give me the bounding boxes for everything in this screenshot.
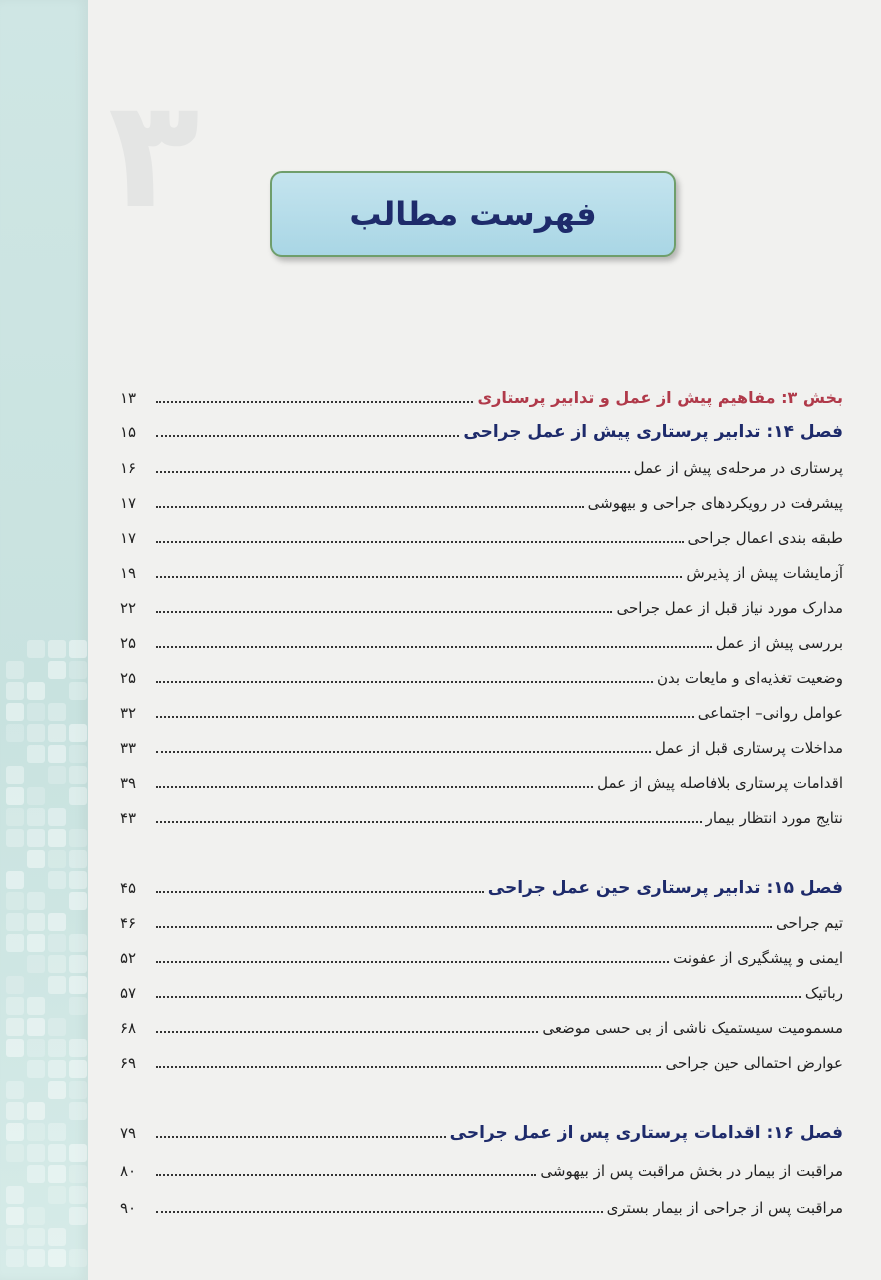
decorative-square <box>48 829 66 847</box>
dot-leader <box>156 576 682 578</box>
toc-item-row[interactable] <box>120 1188 843 1218</box>
dot-leader <box>156 1174 536 1176</box>
toc-section-row[interactable] <box>120 378 843 408</box>
decorative-square <box>48 1165 66 1183</box>
decorative-square <box>6 1249 24 1267</box>
toc-chapter-row[interactable] <box>120 1113 843 1143</box>
decorative-square <box>6 976 24 994</box>
decorative-square <box>69 724 87 742</box>
toc-item-row[interactable] <box>120 518 843 548</box>
decorative-square <box>69 1039 87 1057</box>
decorative-square <box>48 1249 66 1267</box>
decorative-square <box>6 829 24 847</box>
toc-page-number: ۳۳ <box>120 739 137 757</box>
decorative-square <box>6 808 24 826</box>
page-title: فهرست مطالب <box>349 195 597 233</box>
decorative-square <box>48 724 66 742</box>
toc-page-number: ۲۵ <box>120 669 137 687</box>
toc-page-number: ۹۰ <box>120 1199 137 1217</box>
decorative-square <box>69 955 87 973</box>
decorative-square <box>69 640 87 658</box>
decorative-square <box>27 913 45 931</box>
dot-leader <box>156 506 584 508</box>
toc-item-row[interactable] <box>120 728 843 758</box>
decorative-square <box>48 871 66 889</box>
decorative-square <box>48 934 66 952</box>
toc-item-row[interactable] <box>120 798 843 828</box>
decorative-square <box>6 1039 24 1057</box>
toc-page-number: ۵۲ <box>120 949 137 967</box>
decorative-square <box>27 1144 45 1162</box>
dot-leader <box>156 401 473 403</box>
toc-item-row[interactable] <box>120 623 843 653</box>
decorative-square <box>27 724 45 742</box>
decorative-square <box>6 1144 24 1162</box>
dot-leader <box>156 996 801 998</box>
decorative-square <box>48 640 66 658</box>
toc-entry-text: وضعیت تغذیه‌ای و مایعات بدن <box>657 669 843 687</box>
dot-leader <box>156 821 702 823</box>
dot-leader <box>156 1031 538 1033</box>
decorative-square <box>69 892 87 910</box>
decorative-square <box>6 724 24 742</box>
toc-entry-text: طبقه بندی اعمال جراحی <box>687 529 843 547</box>
toc-entry-text: مدارک مورد نیاز قبل از عمل جراحی <box>616 599 843 617</box>
decorative-square <box>69 1144 87 1162</box>
decorative-square <box>27 934 45 952</box>
toc-entry-text: پیشرفت در رویکردهای جراحی و بیهوشی <box>587 494 843 512</box>
decorative-square <box>48 745 66 763</box>
decorative-square <box>6 682 24 700</box>
toc-entry-text: بخش ۳: مفاهیم پیش از عمل و تدابیر پرستاری <box>477 388 843 407</box>
toc-page-number: ۸۰ <box>120 1162 137 1180</box>
decorative-square <box>69 1249 87 1267</box>
decorative-square <box>27 787 45 805</box>
toc-entry-text: پرستاری در مرحله‌ی پیش از عمل <box>633 459 843 477</box>
decorative-square <box>69 1102 87 1120</box>
toc-item-row[interactable] <box>120 588 843 618</box>
toc-page-number: ۱۳ <box>120 389 137 407</box>
decorative-square <box>6 871 24 889</box>
toc-item-row[interactable] <box>120 938 843 968</box>
decorative-square <box>27 1123 45 1141</box>
decorative-square <box>27 955 45 973</box>
decorative-square <box>27 640 45 658</box>
title-box <box>270 171 676 257</box>
toc-entry-text: ایمنی و پیشگیری از عفونت <box>673 949 843 967</box>
decorative-square <box>69 1060 87 1078</box>
decorative-square <box>48 1228 66 1246</box>
dot-leader <box>156 681 653 683</box>
toc-page-number: ۵۷ <box>120 984 137 1002</box>
toc-entry-text: مراقبت پس از جراحی از بیمار بستری <box>606 1199 843 1217</box>
decorative-square <box>27 703 45 721</box>
decorative-square <box>27 1039 45 1057</box>
decorative-square <box>6 1102 24 1120</box>
decorative-square <box>69 766 87 784</box>
decorative-square <box>6 1228 24 1246</box>
toc-page-number: ۲۵ <box>120 634 137 652</box>
dot-leader <box>156 926 772 928</box>
dot-leader <box>156 891 484 893</box>
decorative-square <box>48 1039 66 1057</box>
decorative-square <box>48 1123 66 1141</box>
toc-item-row[interactable] <box>120 693 843 723</box>
decorative-square <box>69 1081 87 1099</box>
dot-leader <box>156 716 694 718</box>
toc-item-row[interactable] <box>120 448 843 478</box>
dot-leader <box>156 1136 446 1138</box>
decorative-square <box>6 787 24 805</box>
toc-page-number: ۶۹ <box>120 1054 137 1072</box>
toc-entry-text: عوارض احتمالی حین جراحی <box>665 1054 843 1072</box>
decorative-square <box>69 871 87 889</box>
toc-page-number: ۴۶ <box>120 914 137 932</box>
decorative-square <box>48 1060 66 1078</box>
toc-item-row[interactable] <box>120 763 843 793</box>
decorative-square <box>69 850 87 868</box>
decorative-square <box>27 829 45 847</box>
decorative-square <box>6 661 24 679</box>
decorative-squares <box>0 640 88 1280</box>
decorative-square <box>48 703 66 721</box>
toc-entry-text: فصل ۱۵: تدابیر پرستاری حین عمل جراحی <box>487 878 843 898</box>
decorative-square <box>6 703 24 721</box>
decorative-square <box>69 1207 87 1225</box>
toc-item-row[interactable] <box>120 1008 843 1038</box>
dot-leader <box>156 611 612 613</box>
toc-entry-text: بررسی پیش از عمل <box>715 634 843 652</box>
decorative-square <box>48 1081 66 1099</box>
decorative-square <box>27 1228 45 1246</box>
decorative-square <box>69 997 87 1015</box>
decorative-square <box>69 682 87 700</box>
toc-item-row[interactable] <box>120 1043 843 1073</box>
decorative-square <box>69 661 87 679</box>
decorative-square <box>48 850 66 868</box>
decorative-square <box>6 913 24 931</box>
toc-entry-text: مسمومیت سیستمیک ناشی از بی حسی موضعی <box>542 1019 843 1037</box>
toc-item-row[interactable] <box>120 903 843 933</box>
decorative-square <box>48 1186 66 1204</box>
toc-page-number: ۱۶ <box>120 459 137 477</box>
decorative-square <box>27 1018 45 1036</box>
decorative-square <box>27 1207 45 1225</box>
toc-entry-text: نتایج مورد انتظار بیمار <box>705 809 843 827</box>
decorative-square <box>69 976 87 994</box>
toc-entry-text: رباتیک <box>804 984 843 1002</box>
decorative-square <box>6 1207 24 1225</box>
decorative-side-band <box>0 0 88 1280</box>
decorative-square <box>27 1102 45 1120</box>
decorative-square <box>27 850 45 868</box>
decorative-square <box>6 1018 24 1036</box>
decorative-square <box>6 1186 24 1204</box>
toc-item-row[interactable] <box>120 658 843 688</box>
decorative-square <box>27 682 45 700</box>
decorative-square <box>27 1165 45 1183</box>
toc-page-number: ۱۷ <box>120 529 137 547</box>
decorative-square <box>6 766 24 784</box>
decorative-square <box>27 997 45 1015</box>
toc-page-number: ۴۳ <box>120 809 137 827</box>
toc-entry-text: فصل ۱۴: تدابیر پرستاری پیش از عمل جراحی <box>463 422 843 442</box>
decorative-square <box>27 745 45 763</box>
toc-item-row[interactable] <box>120 973 843 1003</box>
decorative-square <box>6 1081 24 1099</box>
decorative-square <box>48 661 66 679</box>
decorative-square <box>6 892 24 910</box>
toc-entry-text: مداخلات پرستاری قبل از عمل <box>654 739 843 757</box>
toc-page-number: ۴۵ <box>120 879 137 897</box>
toc-entry-text: اقدامات پرستاری بلافاصله پیش از عمل <box>597 774 843 792</box>
decorative-square <box>6 1123 24 1141</box>
dot-leader <box>156 786 593 788</box>
decorative-square <box>6 997 24 1015</box>
decorative-square <box>27 892 45 910</box>
toc-item-row[interactable] <box>120 553 843 583</box>
toc-page-number: ۳۹ <box>120 774 137 792</box>
toc-entry-text: فصل ۱۶: اقدامات پرستاری پس از عمل جراحی <box>449 1123 843 1143</box>
toc-page-number: ۱۵ <box>120 423 137 441</box>
decorative-square <box>48 913 66 931</box>
toc-page-number: ۷۹ <box>120 1124 137 1142</box>
decorative-square <box>48 976 66 994</box>
dot-leader <box>156 435 459 437</box>
dot-leader <box>156 1066 661 1068</box>
toc-chapter-row[interactable] <box>120 412 843 442</box>
dot-leader <box>156 1211 603 1213</box>
toc-item-row[interactable] <box>120 1151 843 1181</box>
dot-leader <box>156 541 684 543</box>
decorative-square <box>48 1144 66 1162</box>
toc-entry-text: تیم جراحی <box>776 914 843 932</box>
toc-entry-text: مراقبت از بیمار در بخش مراقبت پس از بیهوشی <box>540 1162 843 1180</box>
dot-leader <box>156 471 630 473</box>
decorative-square <box>6 934 24 952</box>
toc-chapter-row[interactable] <box>120 868 843 898</box>
dot-leader <box>156 751 651 753</box>
decorative-square <box>27 808 45 826</box>
decorative-square <box>69 787 87 805</box>
toc-item-row[interactable] <box>120 483 843 513</box>
decorative-square <box>69 1186 87 1204</box>
decorative-square <box>69 745 87 763</box>
toc-page-number: ۱۹ <box>120 564 137 582</box>
decorative-square <box>69 1165 87 1183</box>
toc-page-number: ۲۲ <box>120 599 137 617</box>
decorative-square <box>48 808 66 826</box>
dot-leader <box>156 961 669 963</box>
watermark-digit: ۳ <box>108 68 200 242</box>
decorative-square <box>48 1018 66 1036</box>
decorative-square <box>69 934 87 952</box>
toc-page-number: ۳۲ <box>120 704 137 722</box>
toc-page-number: ۶۸ <box>120 1019 137 1037</box>
decorative-square <box>27 1249 45 1267</box>
toc-page-number: ۱۷ <box>120 494 137 512</box>
decorative-square <box>48 766 66 784</box>
toc-entry-text: آزمایشات پیش از پذیرش <box>686 564 843 582</box>
decorative-square <box>27 1060 45 1078</box>
toc-entry-text: عوامل روانی– اجتماعی <box>697 704 843 722</box>
dot-leader <box>156 646 712 648</box>
decorative-square <box>69 829 87 847</box>
decorative-square <box>48 955 66 973</box>
